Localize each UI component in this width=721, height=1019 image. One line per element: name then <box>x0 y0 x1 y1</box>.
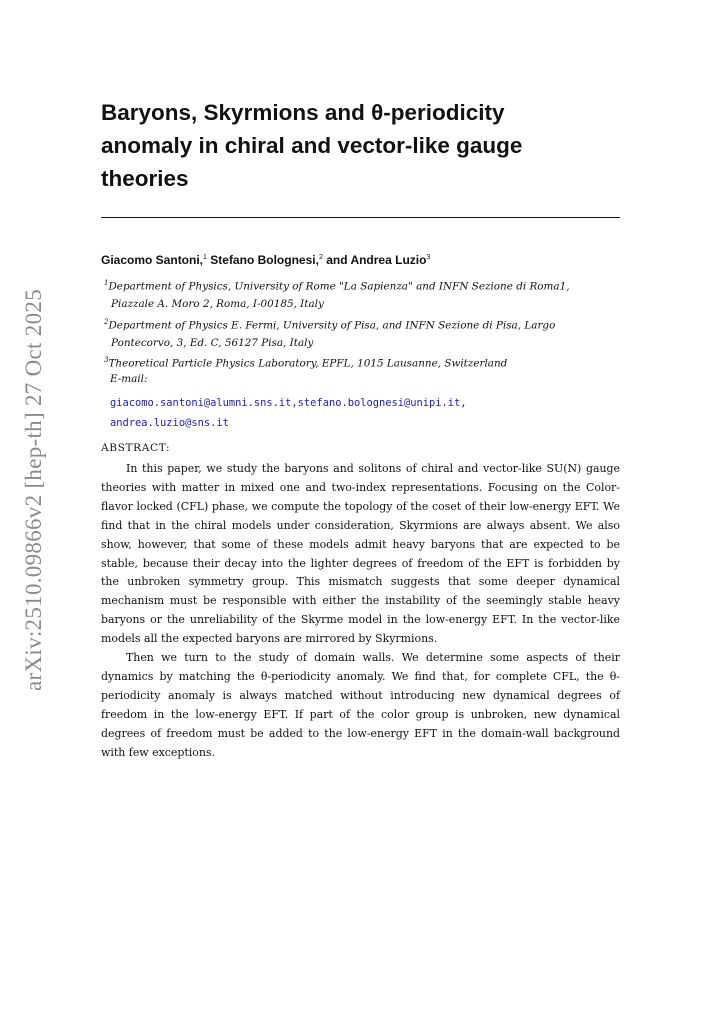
author-list <box>101 250 621 268</box>
abstract-heading: ABSTRACT: <box>101 442 171 454</box>
affiliation-text: Department of Physics E. Fermi, University of Pisa, and INFN Sezione di Pisa, Largo <box>108 319 556 332</box>
email-label: E-mail: <box>110 373 148 385</box>
affiliation-text: Department of Physics, University of Rome "La Sapienza" and INFN Sezione di Roma1, <box>108 280 570 293</box>
affiliation-number: 3 <box>104 356 109 364</box>
title-rule <box>101 217 620 218</box>
author-name: Andrea Luzio <box>350 253 427 267</box>
affiliation-number: 1 <box>104 279 109 287</box>
abstract-body <box>101 460 620 763</box>
arxiv-sidebar-stamp <box>14 289 54 691</box>
email-link[interactable]: giacomo.santoni@alumni.sns.it,stefano.bolognesi@unipi.it, <box>110 397 467 409</box>
email-list <box>110 393 467 433</box>
author-name: Giacomo Santoni, <box>101 253 204 267</box>
affiliation <box>104 274 624 313</box>
title-line: Baryons, Skyrmions and θ-periodicity <box>101 100 505 125</box>
affiliation-text: Pontecorvo, 3, Ed. C, 56127 Pisa, Italy <box>111 337 314 350</box>
author-conjunction: and <box>326 253 348 267</box>
affiliation-text: Theoretical Particle Physics Laboratory, EPFL, 1015 Lausanne, Switzerland <box>108 357 508 370</box>
author-name: Stefano Bolognesi, <box>210 253 319 267</box>
author-affiliation-mark: 2 <box>318 254 323 261</box>
abstract-paragraph: In this paper, we study the baryons and solitons of chiral and vector-like SU(N) gauge theories with matter in mixed one and two-index representations. Focusing on the Color-flavor locked (CFL) phase, we compute the topology of the coset of their low-energy EFT. We find that in the chiral models under consideration, Skyrmions are always absent. We also show, however, that some of these models admit heavy baryons that are expected to be stable, because their decay into the lighter degrees of freedom of the EFT is forbidden by the unbroken symmetry group. This mismatch suggests that some deeper dynamical mechanism must be responsible with either the instability of the seemingly stable heavy baryons or the unreliability of the Skyrme model in the low-energy EFT. In the vector-like models all the expected baryons are mirrored by Skyrmions. <box>101 462 620 646</box>
affiliation-number: 2 <box>104 318 109 326</box>
author-affiliation-mark: 3 <box>426 254 431 261</box>
title-line: anomaly in chiral and vector-like gauge <box>101 133 523 158</box>
affiliation <box>104 351 624 372</box>
abstract-paragraph: Then we turn to the study of domain walls. We determine some aspects of their dynamics by matching the θ-periodicity anomaly. We find that, for complete CFL, the θ-periodicity anomaly is always matched without introducing new dynamical degrees of freedom in the low-energy EFT. If part of the color group is unbroken, new dynamical degrees of freedom must be added to the low-energy EFT in the domain-wall background with few exceptions. <box>101 651 620 759</box>
author-affiliation-mark: 1 <box>203 254 207 261</box>
affiliation <box>104 313 624 352</box>
paper-title <box>101 96 621 195</box>
arxiv-identifier: arXiv:2510.09866v2 [hep-th] 27 Oct 2025 <box>21 289 46 691</box>
affiliation-text: Piazzale A. Moro 2, Roma, I-00185, Italy <box>111 298 324 311</box>
title-line: theories <box>101 166 189 191</box>
email-link[interactable]: andrea.luzio@sns.it <box>110 417 229 429</box>
